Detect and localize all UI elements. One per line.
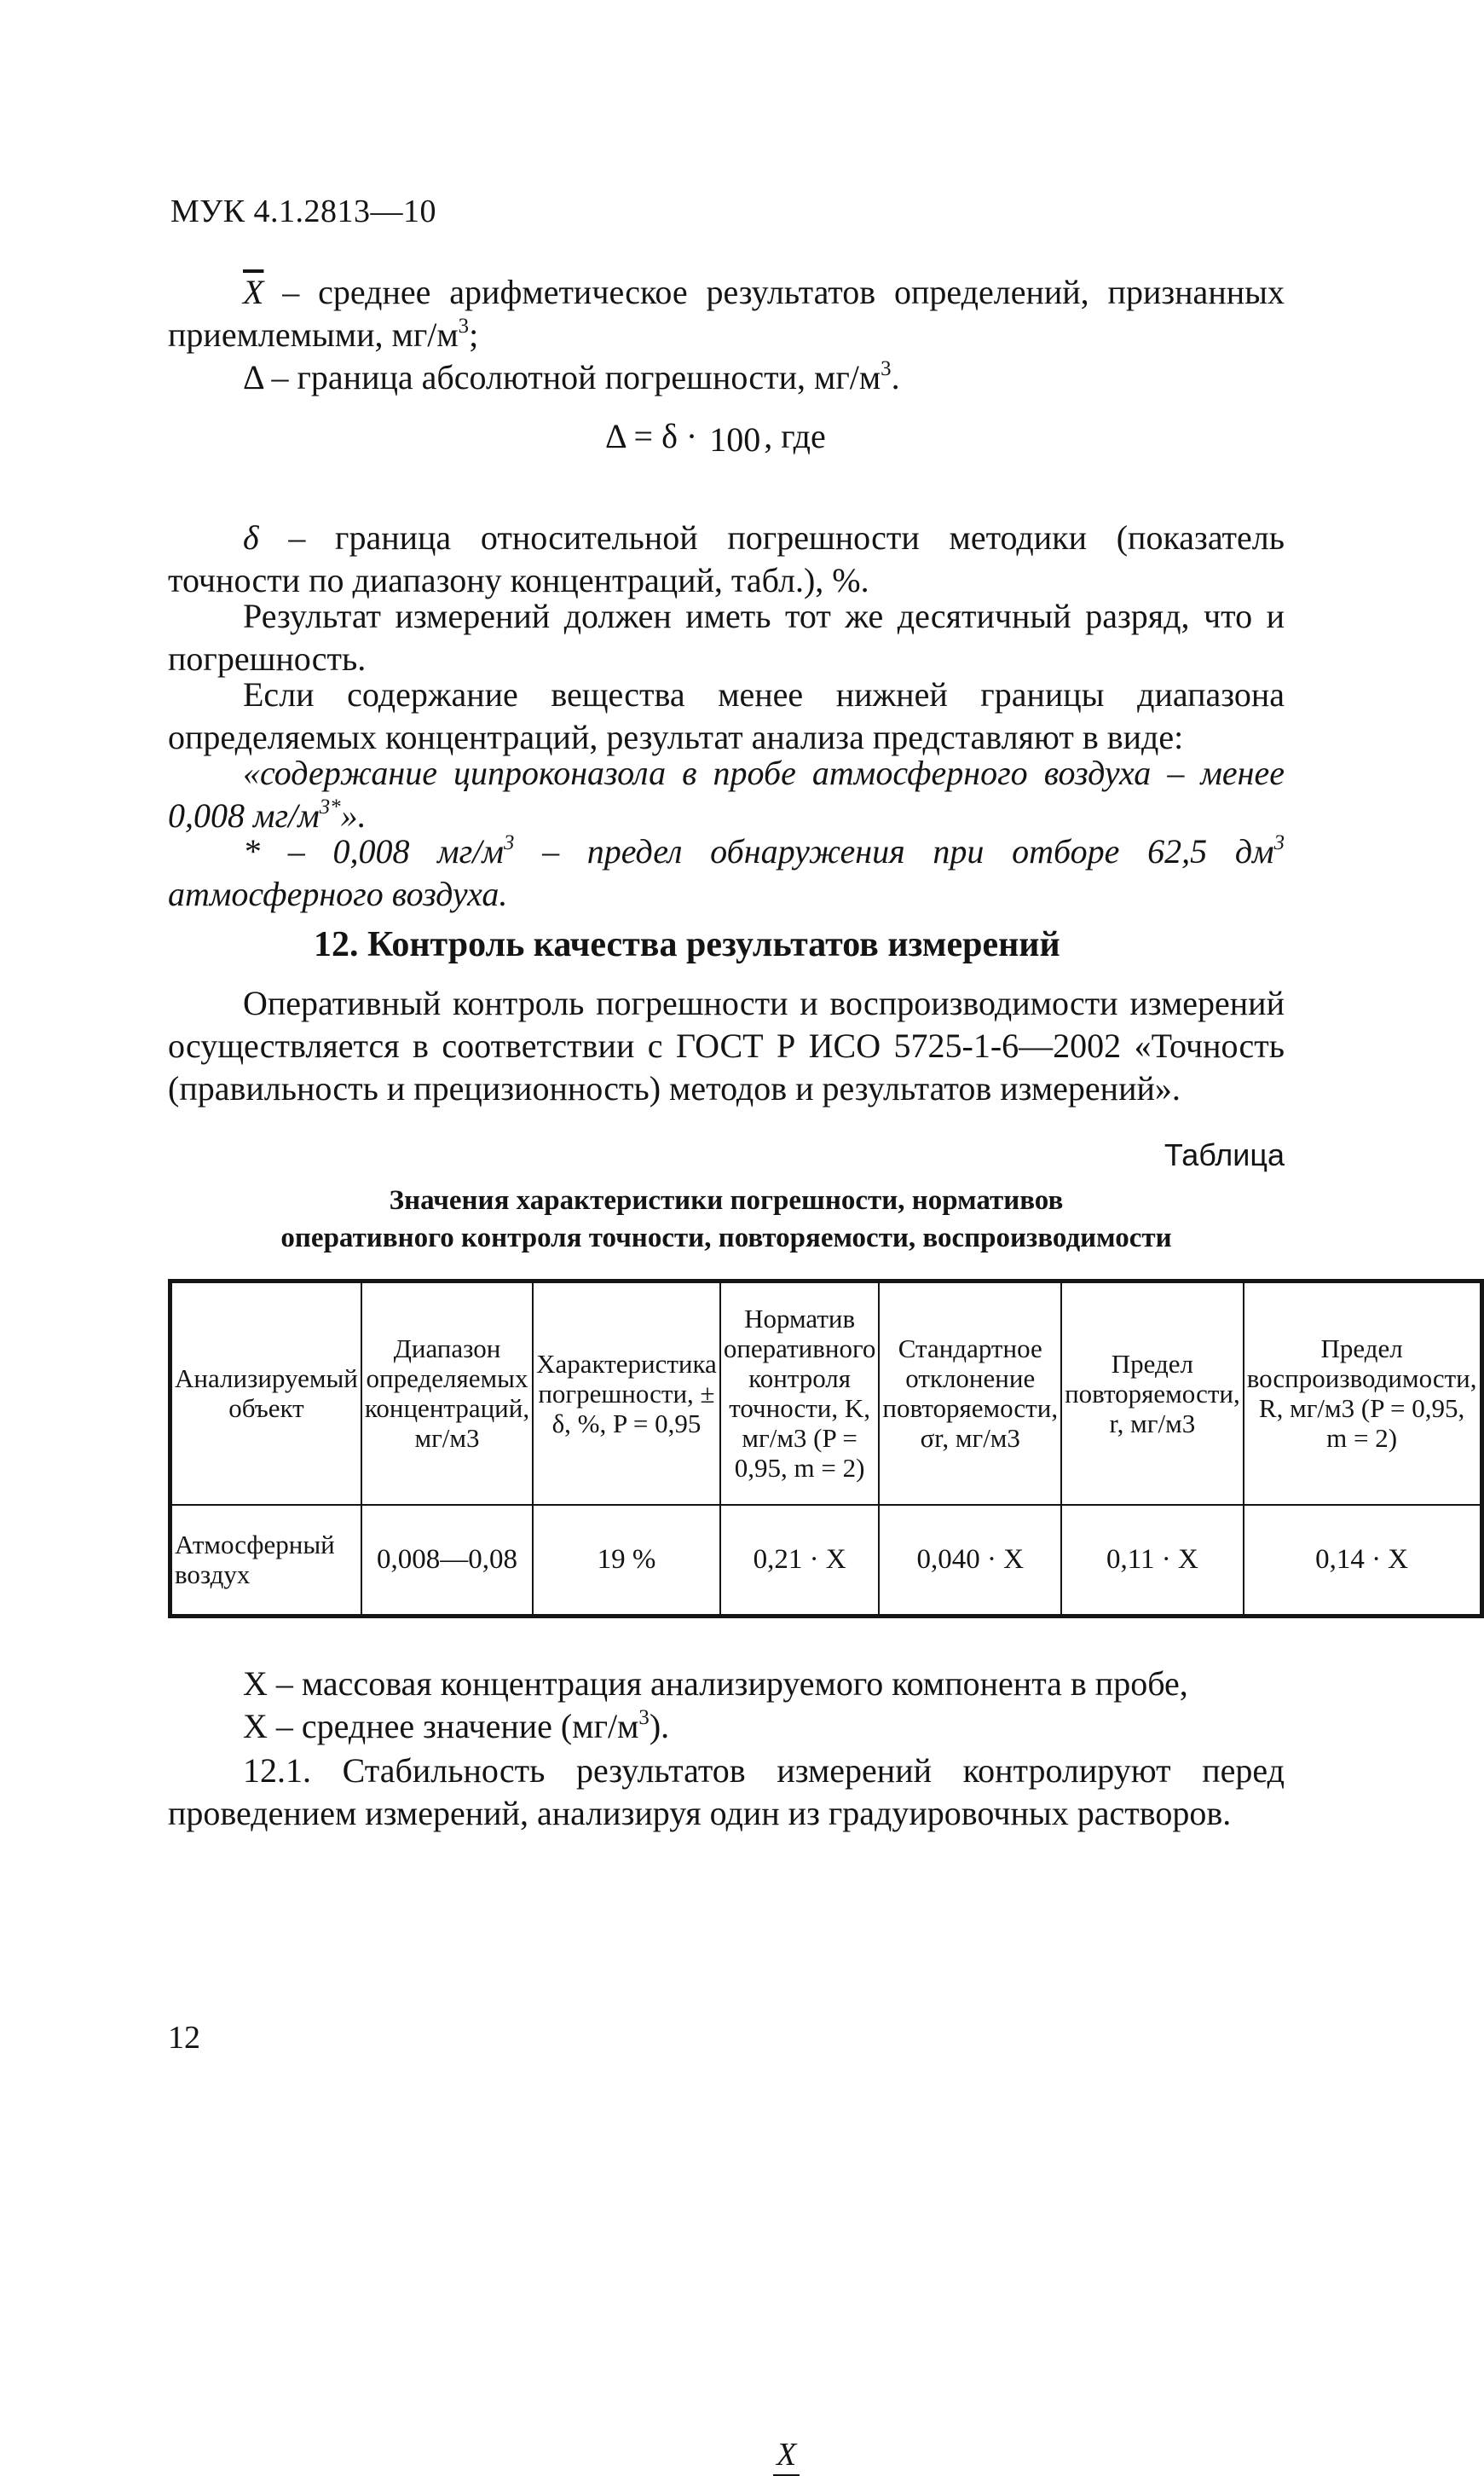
cell-error: 19 % <box>533 1505 720 1617</box>
cell-r: 0,11 · X <box>1061 1505 1244 1617</box>
cell-range: 0,008—0,08 <box>361 1505 533 1617</box>
header-object: Анализируемый объект <box>170 1281 361 1505</box>
header-error: Характеристика погрешности, ± δ, %, P = 0,95 <box>533 1281 720 1505</box>
paragraph-12-1: 12.1. Стабильность результатов измерений контролируют перед проведением измерений, анализируя один из градуировочных растворов. <box>168 1751 1285 1832</box>
document-id: МУК 4.1.2813—10 <box>170 194 437 229</box>
header-k: Норматив оперативного контроля точности, K, мг/м3 (P = 0,95, m = 2) <box>720 1281 880 1505</box>
example-quote: «содержание ципроконазола в пробе атмосферного воздуха – менее 0,008 $мг/м^{3*}$». <box>168 754 1285 835</box>
cell-sigma: 0,040 · X <box>879 1505 1061 1617</box>
section-title: 12. Контроль качества результатов измерений <box>314 925 1060 964</box>
lower-limit-note: Если содержание вещества менее нижней границы диапазона определяемых концентраций, результат анализа представляют в виде: <box>168 675 1285 756</box>
cell-R: 0,14 · X <box>1244 1505 1481 1617</box>
xbar-definition: $\overline{X}$ – среднее арифметическое результатов определений, признанных приемлемыми, $мг/м^3$; <box>168 273 1285 354</box>
table-label: Таблица <box>1164 1137 1285 1172</box>
formula-fraction: X 100 <box>709 420 760 460</box>
footnote: * – 0,008 $мг/м^3$ – предел обнаружения при отборе 62,5 $дм^3$ атмосферного воздуха. <box>168 830 1285 913</box>
error-characteristics-table <box>168 1279 1484 1618</box>
cell-object: Атмосферный воздух <box>170 1505 361 1617</box>
relative-error-definition: δ – граница относительной погрешности методики (показатель точности по диапазону концентраций, табл.), %. <box>168 518 1285 599</box>
header-r: Предел повторяемости, r, мг/м3 <box>1061 1281 1244 1505</box>
cell-k: 0,21 · X <box>720 1505 880 1617</box>
header-R: Предел воспроизводимости, R, мг/м3 (P = 0,95, m = 2) <box>1244 1281 1481 1505</box>
result-note: Результат измерений должен иметь тот же десятичный разряд, что и погрешность. <box>168 597 1285 678</box>
table-row <box>170 1505 1482 1617</box>
error-formula: Δ = δ · X 100 , где <box>605 416 826 460</box>
xbar-mean-definition: X – среднее значение $(мг/м^3)$. <box>243 1705 670 1745</box>
delta-definition: Δ – граница абсолютной погрешности, $мг/м^3$. <box>243 356 900 396</box>
header-sigma: Стандартное отклонение повторяемости, σr, мг/м3 <box>879 1281 1061 1505</box>
page-number: 12 <box>168 2020 200 2056</box>
table-caption: Значения характеристики погрешности, нормативов оперативного контроля точности, повторяемости, воспроизводимости <box>280 1185 1172 1253</box>
header-range: Диапазон определяемых концентраций, мг/м3 <box>361 1281 533 1505</box>
x-definition: X – массовая концентрация анализируемого компонента в пробе, <box>243 1664 1188 1703</box>
section-paragraph: Оперативный контроль погрешности и воспроизводимости измерений осуществляется в соответствии с ГОСТ Р ИСО 5725-1-6—2002 «Точность (правильность и прецизионность) методов и результатов измерений». <box>168 984 1285 1108</box>
